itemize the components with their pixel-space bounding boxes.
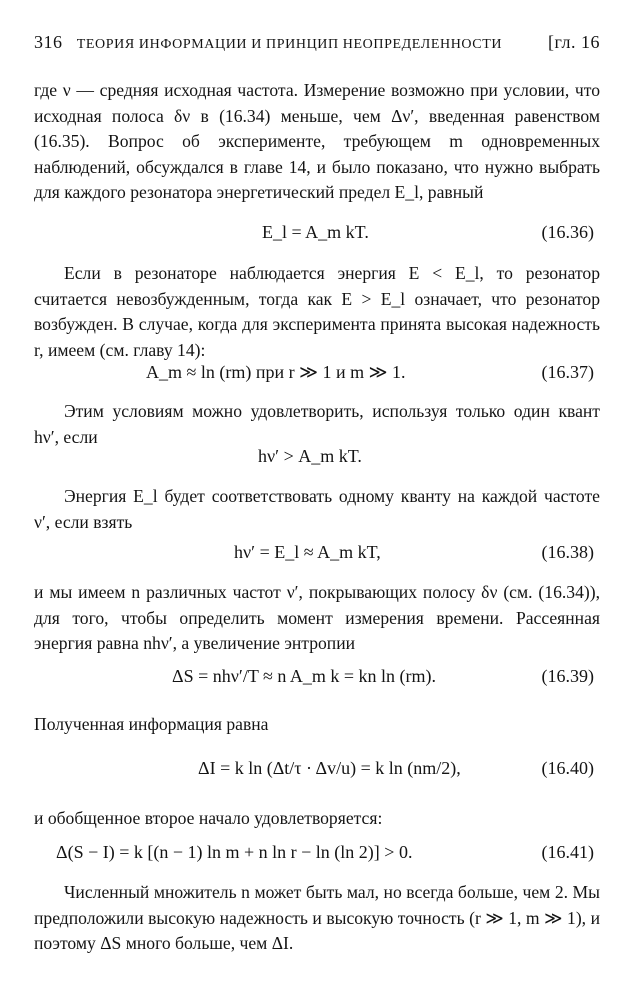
- equation-16-38: [34, 542, 600, 576]
- equation-inequality: [34, 446, 600, 480]
- equation-number: (16.39): [541, 666, 594, 686]
- paragraph-3: Этим условиям можно удовлетворить, используя только один квант hν′, если: [34, 401, 600, 447]
- book-page: [34, 0, 600, 1000]
- paragraph-4: Энергия E_l будет соответствовать одному кванту на каждой частоте ν′, если взять: [34, 486, 600, 532]
- equation-16-37: [34, 362, 600, 396]
- paragraph-1: где ν — средняя исходная частота. Измерение возможно при условии, что исходная полоса δν в (16.34) меньше, чем Δν′, введенная равенством (16.35). Вопрос об эксперименте, требующем m одновременных наблюдений, обсуждался в главе 14, и было показано, что нужно выбрать для каждого резонатора энергетический предел E_l, равный: [34, 80, 600, 202]
- chapter-marker: [гл. 16: [548, 32, 600, 52]
- page-number: 316: [34, 32, 63, 52]
- equation-number: (16.38): [541, 542, 594, 562]
- equation-body: hν′ > A_m kT.: [258, 446, 362, 466]
- equation-body: A_m ≈ ln (rm) при r ≫ 1 и m ≫ 1.: [146, 362, 406, 382]
- equation-body: hν′ = E_l ≈ A_m kT,: [234, 542, 381, 562]
- equation-body: ΔS = nhν′/T ≈ n A_m k = kn ln (rm).: [172, 666, 437, 686]
- equation-number: (16.36): [541, 222, 594, 242]
- equation-number: (16.40): [541, 758, 594, 778]
- paragraph-6: Полученная информация равна: [34, 714, 269, 734]
- equation-body: ΔI = k ln (Δt/τ · Δv/u) = k ln (nm/2),: [198, 758, 461, 778]
- equation-number: (16.37): [541, 362, 594, 382]
- paragraph-2: Если в резонаторе наблюдается энергия E < E_l, то резонатор считается невозбужденным, тогда как E > E_l означает, что резонатор возбужден. В случае, когда для эксперимента принята высокая надежность r, имеем (см. главу 14):: [34, 263, 600, 360]
- equation-16-41: [34, 842, 600, 876]
- running-header: [34, 32, 600, 53]
- equation-16-36: [34, 222, 600, 256]
- equation-body: E_l = A_m kT.: [262, 222, 369, 242]
- equation-16-40: [34, 758, 600, 792]
- paragraph-7: и обобщенное второе начало удовлетворяется:: [34, 808, 383, 828]
- paragraph-8: Численный множитель n может быть мал, но всегда больше, чем 2. Мы предположили высокую надежность и высокую точность (r ≫ 1, m ≫ 1), и поэтому ΔS много больше, чем ΔI.: [34, 882, 600, 953]
- paragraph-5: и мы имеем n различных частот ν′, покрывающих полосу δν (см. (16.34)), для того, чтобы определить момент измерения времени. Рассеянная энергия равна nhν′, а увеличение энтропии: [34, 582, 600, 653]
- running-title: ТЕОРИЯ ИНФОРМАЦИИ И ПРИНЦИП НЕОПРЕДЕЛЕННОСТИ: [76, 37, 503, 52]
- equation-body: Δ(S − I) = k [(n − 1) ln m + n ln r − ln (ln 2)] > 0.: [56, 842, 413, 862]
- equation-number: (16.41): [541, 842, 594, 862]
- equation-16-39: [34, 666, 600, 700]
